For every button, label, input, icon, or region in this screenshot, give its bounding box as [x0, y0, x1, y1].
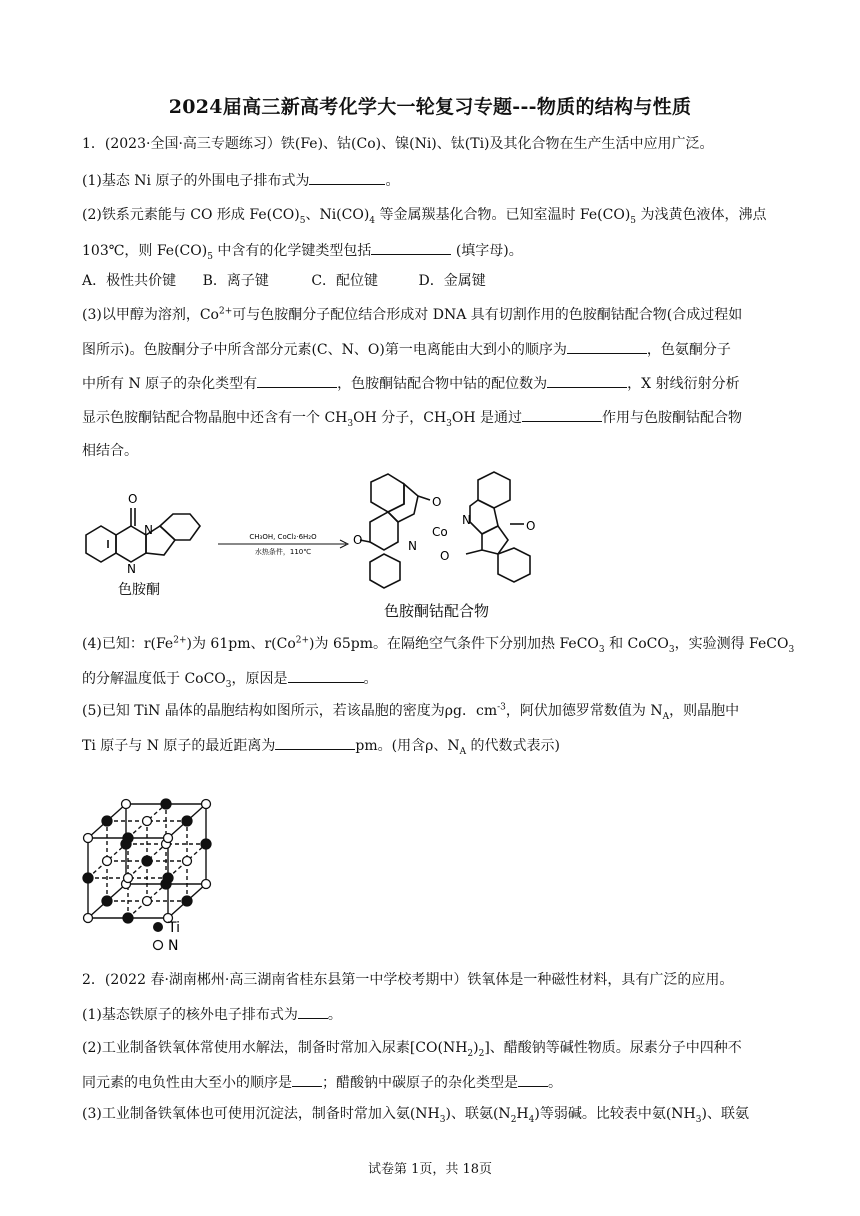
- answer-blank[interactable]: [275, 735, 355, 750]
- answer-blank[interactable]: [522, 407, 602, 422]
- ti-atom: [102, 896, 112, 906]
- q1-options: [82, 271, 782, 291]
- option-b[interactable]: B．离子键: [202, 273, 269, 289]
- ti-atom: [163, 873, 173, 883]
- ti-atom: [161, 799, 171, 809]
- atom-o-label: O: [440, 549, 450, 563]
- q2-part2-line2: 同元素的电负性由大至小的顺序是 ；醋酸钠中碳原子的杂化类型是 。: [82, 1072, 782, 1093]
- reagent-bottom-label: 水热条件，110℃: [254, 548, 312, 556]
- answer-blank[interactable]: [518, 1072, 548, 1087]
- n-atom: [103, 857, 112, 866]
- n-atom: [164, 834, 173, 843]
- ti-legend-marker: [153, 922, 163, 932]
- q1-part1: (1)基态 Ni 原子的外围电子排布式为 。: [82, 170, 782, 191]
- answer-blank[interactable]: [257, 373, 337, 388]
- n-legend-marker: [154, 941, 163, 950]
- atom-o-label: O: [128, 492, 138, 506]
- answer-blank[interactable]: [288, 668, 364, 683]
- n-atom: [124, 874, 133, 883]
- complex-ring-d: [370, 554, 400, 588]
- atom-o-label: O: [432, 495, 442, 509]
- complex-ring-h: [498, 548, 530, 582]
- page-title: 2024届高三新高考化学大一轮复习专题---物质的结构与性质: [168, 96, 692, 118]
- q1-part5-line2: Ti 原子与 N 原子的最近距离为 pm。(用含ρ、$N_A$ 的代数式表示): [82, 735, 782, 756]
- atom-n-label: N: [144, 523, 153, 537]
- q1-header: 1．(2023·全国·高三专题练习）铁(Fe)、钴(Co)、镍(Ni)、钛(Ti)及其化合物在生产生活中应用广泛。: [82, 136, 714, 152]
- n-atom: [143, 817, 152, 826]
- atom-n-label: N: [127, 562, 136, 576]
- ti-atom: [102, 816, 112, 826]
- answer-blank[interactable]: [298, 1004, 328, 1019]
- n-atom: [202, 800, 211, 809]
- q2-header: 2．(2022 春·湖南郴州·高三湖南省桂东县第一中学校考期中）铁氧体是一种磁性材料，具有广泛的应用。: [82, 972, 734, 988]
- reagent-top-label: CH₃OH, CoCl₂·6H₂O: [249, 533, 317, 541]
- q1-part2-line1: (2)铁系元素能与 CO 形成 $Fe(CO)_5$、$Ni(CO)_4$ 等金属羰基化合物。已知室温时 $Fe(CO)_5$ 为浅黄色液体，沸点: [82, 207, 767, 226]
- atom-o-label: O: [353, 533, 363, 547]
- answer-blank[interactable]: [292, 1072, 322, 1087]
- ti-atom: [123, 913, 133, 923]
- q1-part3-line5: 相结合。: [82, 443, 138, 459]
- ti-atom: [142, 856, 152, 866]
- q2-part3-line1: (3)工业制备铁氧体也可使用沉淀法，制备时常加入氨$(NH_3)$、联氨$(N_2H_4)$等弱碱。比较表中氨$(NH_3)$、联氨: [82, 1106, 749, 1125]
- ti-atom: [201, 839, 211, 849]
- cobalt-label: Co: [432, 525, 448, 539]
- q1-part3-line1: (3)以甲醇为溶剂，$Co^{2+}$可与色胺酮分子配位结合形成对 DNA 具有切割作用的色胺酮钴配合物(合成过程如: [82, 306, 743, 323]
- n-atom: [143, 897, 152, 906]
- reaction-scheme: [78, 470, 558, 628]
- ti-atom: [182, 896, 192, 906]
- n-atom: [84, 834, 93, 843]
- atom-n-label: N: [462, 513, 471, 527]
- n-atom: [122, 800, 131, 809]
- answer-blank[interactable]: [547, 373, 627, 388]
- q1-part3-line2: 图所示)。色胺酮分子中所含部分元素(C、N、O)第一电离能由大到小的顺序为 ，色氨酮分子: [82, 339, 782, 360]
- right-compound-label: 色胺酮钴配合物: [384, 602, 490, 620]
- pyrimidone-ring: [116, 526, 146, 562]
- answer-blank[interactable]: [309, 170, 385, 185]
- q1-part4-line2: 的分解温度低于 CoCO$_3$，原因是 。: [82, 668, 782, 689]
- q1-part4-line1: (4)已知：$r(Fe^{2+})$为 61pm、$r(Co^{2+})$为 65pm。在隔绝空气条件下分别加热 FeCO$_3$ 和 CoCO$_3$，实验测得 FeCO$_3$: [82, 635, 795, 655]
- option-d[interactable]: D．金属键: [418, 273, 486, 289]
- ti-legend-label: Ti: [168, 920, 181, 936]
- benzene-ring-right: [160, 514, 200, 540]
- tin-crystal-cell-figure: [80, 760, 260, 954]
- q1-part3-line4: 显示色胺酮钴配合物晶胞中还含有一个 $CH_3OH$ 分子，$CH_3OH$ 是通过 作用与色胺酮钴配合物: [82, 407, 782, 428]
- n-atom: [183, 857, 192, 866]
- ti-atom: [83, 873, 93, 883]
- q2-part2-line1: (2)工业制备铁氧体常使用水解法，制备时常加入尿素$[CO(NH_2)_2]$、醋酸钠等碱性物质。尿素分子中四种不: [82, 1040, 742, 1059]
- ti-atom: [182, 816, 192, 826]
- answer-blank[interactable]: [371, 240, 451, 255]
- q1-part5-line1: (5)已知 TiN 晶体的晶胞结构如图所示，若该晶胞的密度为ρg．$cm^{-3}$，阿伏加德罗常数值为 $N_A$，则晶胞中: [82, 702, 740, 722]
- q2-part1: (1)基态铁原子的核外电子排布式为 。: [82, 1004, 782, 1025]
- q1-part2-line2: 103℃，则 $Fe(CO)_5$ 中含有的化学键类型包括 (填字母)。: [82, 240, 782, 261]
- atom-o-label: O: [526, 519, 536, 533]
- n-atom: [84, 914, 93, 923]
- atom-n-label: N: [408, 539, 417, 553]
- answer-blank[interactable]: [567, 339, 647, 354]
- complex-ring-g: [482, 526, 508, 554]
- left-compound-label: 色胺酮: [118, 582, 160, 598]
- ti-atom: [123, 833, 133, 843]
- complex-ring-c: [370, 512, 398, 550]
- q1-part3-line3: 中所有 N 原子的杂化类型有 ，色胺酮钴配合物中钴的配位数为 ，X 射线衍射分析: [82, 373, 782, 394]
- benzene-ring-left: [86, 526, 116, 562]
- option-c[interactable]: C．配位键: [311, 273, 379, 289]
- option-a[interactable]: A．极性共价键: [82, 273, 177, 289]
- n-legend-label: N: [168, 938, 179, 954]
- n-atom: [202, 880, 211, 889]
- page-footer: 试卷第 1页，共 18页: [367, 1162, 493, 1177]
